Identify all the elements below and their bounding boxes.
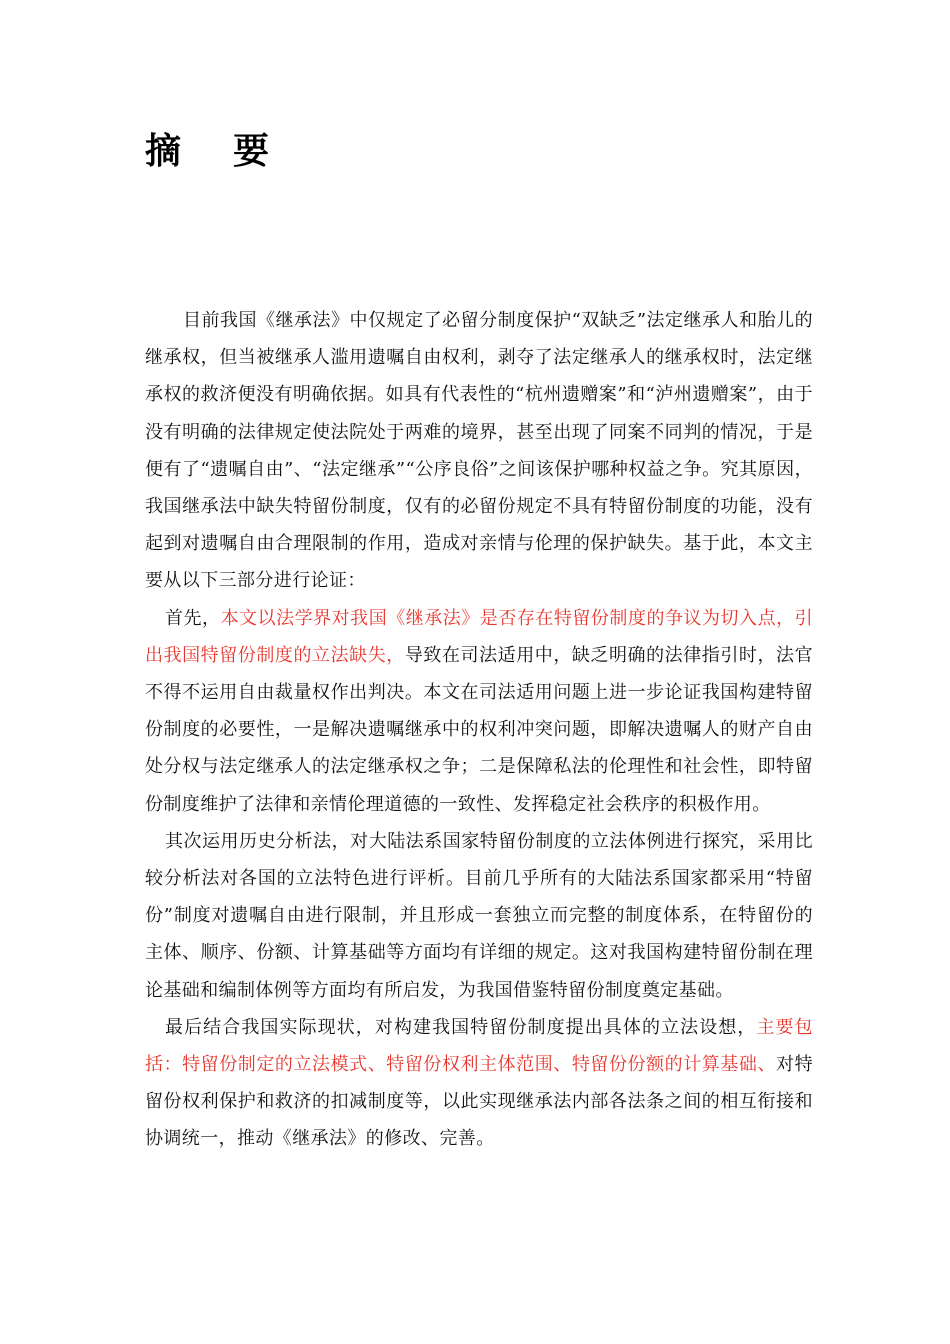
paragraph-2-lead: 首先， [165,607,221,629]
paragraph-4-highlight: 主要包括：特留份制定的立法模式、特留份权利主体范围、特留份份额的计算基础、 [145,1016,813,1076]
paragraph-2 [145,600,813,823]
heading-char-1: 摘 [145,131,182,172]
paragraph-2-highlight: 本文以法学界对我国《继承法》是否存在特留份制度的争议为切入点，引出我国特留份制度的立法缺失， [145,607,814,666]
paragraph-2-tail: 导致在司法适用中，缺乏明确的法律指引时，法官不得不运用自由裁量权作出判决。本文在司法适用问题上进一步论证我国构建特留份制度的必要性，一是解决遗嘱继承中的权利冲突问题，即解决遗嘱人的财产自由处分权与法定继承人的法定继承权之争；二是保障私法的伦理性和社会性，即特留份制度维护了法律和亲情伦理道德的一致性、发挥稳定社会秩序的积极作用。 [145,644,813,815]
abstract-heading [145,126,269,178]
heading-char-2: 要 [233,131,270,172]
paragraph-4-tail: 对特留份权利保护和救济的扣减制度等，以此实现继承法内部各法条之间的相互衔接和协调统一，推动《继承法》的修改、完善。 [145,1054,813,1150]
paragraph-3: 其次运用历史分析法，对大陆法系国家特留份制度的立法体例进行探究，采用比较分析法对各国的立法特色进行评析。目前几乎所有的大陆法系国家都采用“特留份”制度对遗嘱自由进行限制，并且形成一套独立而完整的制度体系，在特留份的主体、顺序、份额、计算基础等方面均有详细的规定。这对我国构建特留份制在理论基础和编制体例等方面均有所启发，为我国借鉴特留份制度奠定基础。 [145,830,813,1001]
abstract-body [145,302,813,1158]
paragraph-4-lead: 最后结合我国实际现状，对构建我国特留份制度提出具体的立法设想， [165,1016,757,1038]
paragraph-4 [145,1009,813,1158]
paragraph-1: 目前我国《继承法》中仅规定了必留分制度保护“双缺乏”法定继承人和胎儿的继承权，但当被继承人滥用遗嘱自由权利，剥夺了法定继承人的继承权时，法定继承权的救济便没有明确依据。如具有代表性的“杭州遗赠案”和“泸州遗赠案”，由于没有明确的法律规定使法院处于两难的境界，甚至出现了同案不同判的情况，于是便有了“遗嘱自由”、“法定继承”“公序良俗”之间该保护哪种权益之争。究其原因，我国继承法中缺失特留份制度，仅有的必留份规定不具有特留份制度的功能，没有起到对遗嘱自由合理限制的作用，造成对亲情与伦理的保护缺失。基于此，本文主要从以下三部分进行论证： [145,310,813,592]
